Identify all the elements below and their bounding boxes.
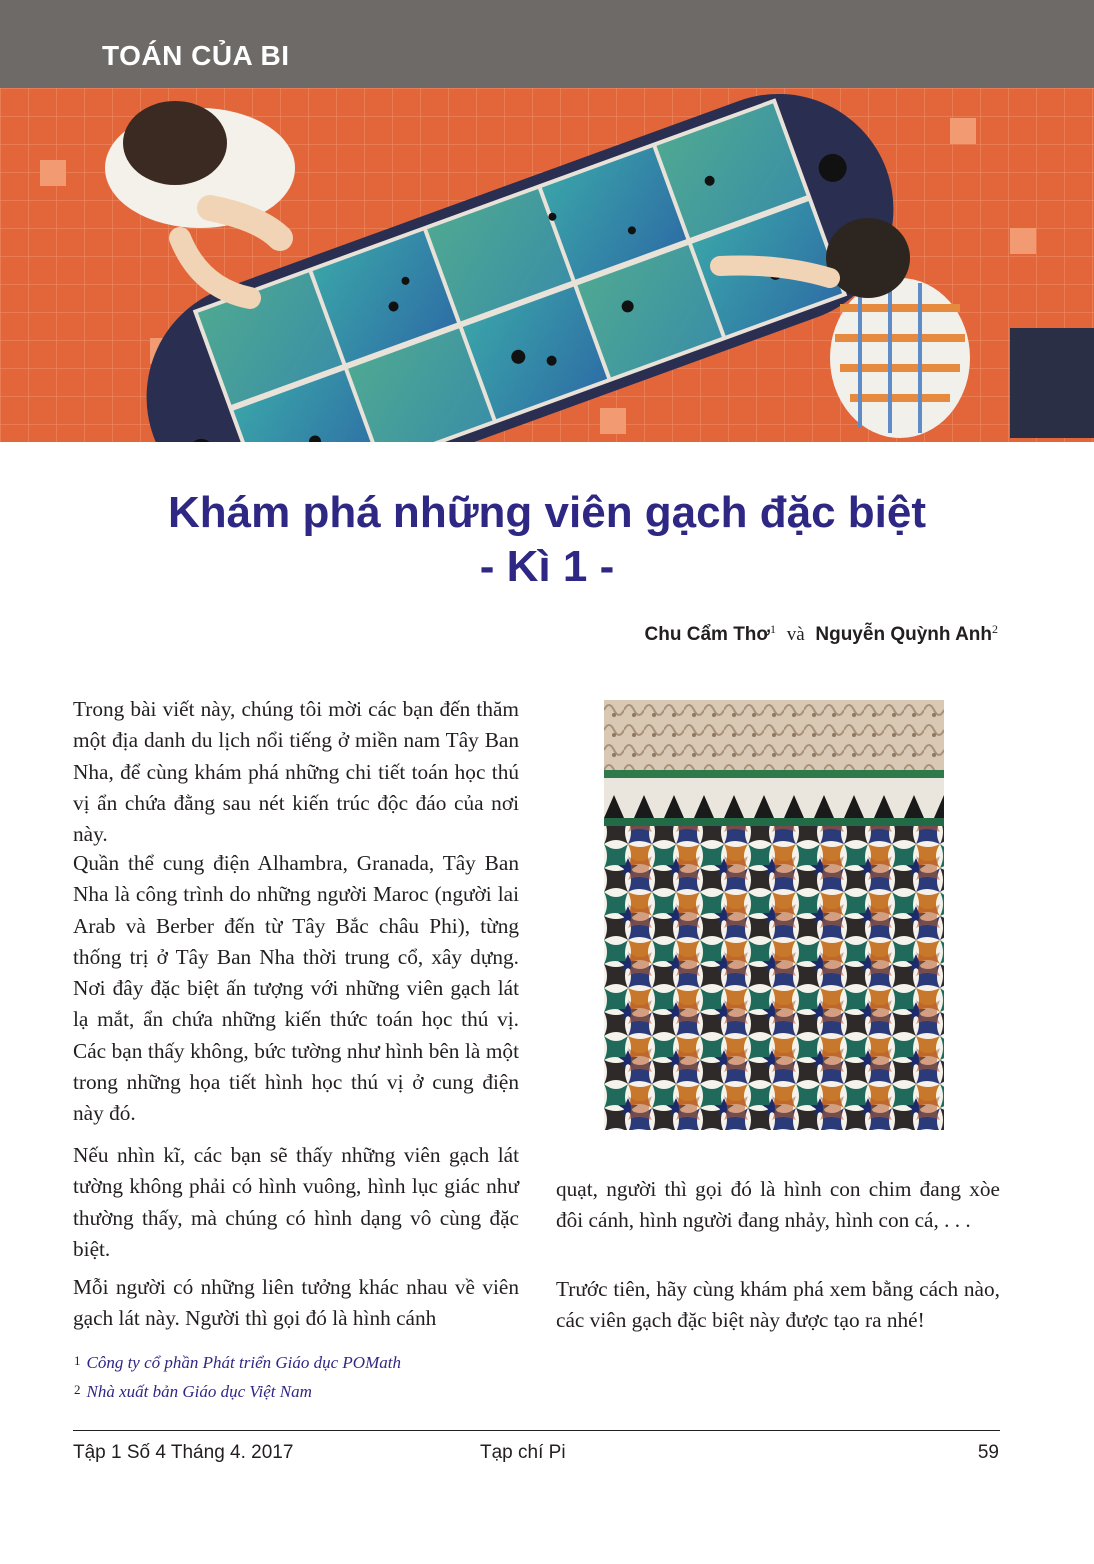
header-banner [0,0,1094,442]
footnote [74,1382,312,1402]
footnote [74,1353,401,1373]
footnote-text: Nhà xuất bản Giáo dục Việt Nam [86,1382,312,1401]
author-name: Nguyễn Quỳnh Anh [815,624,992,645]
magazine-name: Tạp chí Pi [480,1442,566,1463]
article-subtitle: - Kì 1 - [479,542,615,591]
paragraph: Mỗi người có những liên tưởng khác nhau về viên gạch lát này. Người thì gọi đó là hình cánh [73,1275,519,1331]
paragraph: quạt, người thì gọi đó là hình con chim đang xòe đôi cánh, hình người đang nhảy, hình con cá, . . . [556,1177,1000,1233]
paragraph: Trong bài viết này, chúng tôi mời các bạn đến thăm một địa danh du lịch nổi tiếng ở miền nam Tây Ban Nha, để cùng khám phá những chi tiết toán học thú vị ẩn chứa đằng sau nét kiến trúc độc đáo của nơi này. [73,697,519,847]
footnote-mark: 2 [992,622,998,636]
footnote-mark: 1 [769,622,776,636]
section-label: TOÁN CỦA BI [102,40,290,71]
footnote-number: 1 [74,1353,81,1368]
paragraph: Quần thể cung điện Alhambra, Granada, Tây Ban Nha là công trình do những người Maroc (người lai Arab và Berber đến từ Tây Bắc châu Phi), từng thống trị ở Tây Ban Nha thời trung cổ, xây dựng. Nơi đây đặc biệt ấn tượng với những viên gạch lát lạ mắt, ẩn chứa những kiến thức toán học thú vị. Các bạn thấy không, bức tường như hình bên là một trong những họa tiết hình học thú vị ở cung điện này đó. [73,851,519,1126]
alhambra-mosaic-photo [604,700,944,1130]
paragraph: Nếu nhìn kĩ, các bạn sẽ thấy những viên gạch lát tường không phải có hình vuông, hình lục giác như thường thấy, mà chúng có hình dạng vô cùng đặc biệt. [73,1143,519,1261]
paragraph: Trước tiên, hãy cùng khám phá xem bằng cách nào, các viên gạch đặc biệt này được tạo ra nhé! [556,1277,1000,1333]
page-number: 59 [977,1442,999,1463]
issue-info: Tập 1 Số 4 Tháng 4. 2017 [73,1442,294,1463]
article-title: Khám phá những viên gạch đặc biệt [168,488,926,537]
footnote-text: Công ty cổ phần Phát triển Giáo dục POMath [86,1353,401,1372]
footnote-number: 2 [74,1382,81,1397]
author-name: Chu Cẩm Thơ [644,624,770,645]
conjunction: và [786,624,805,645]
author-line [645,624,998,646]
marbles-game-illustration [0,88,1094,442]
footer-divider [73,1430,1000,1431]
